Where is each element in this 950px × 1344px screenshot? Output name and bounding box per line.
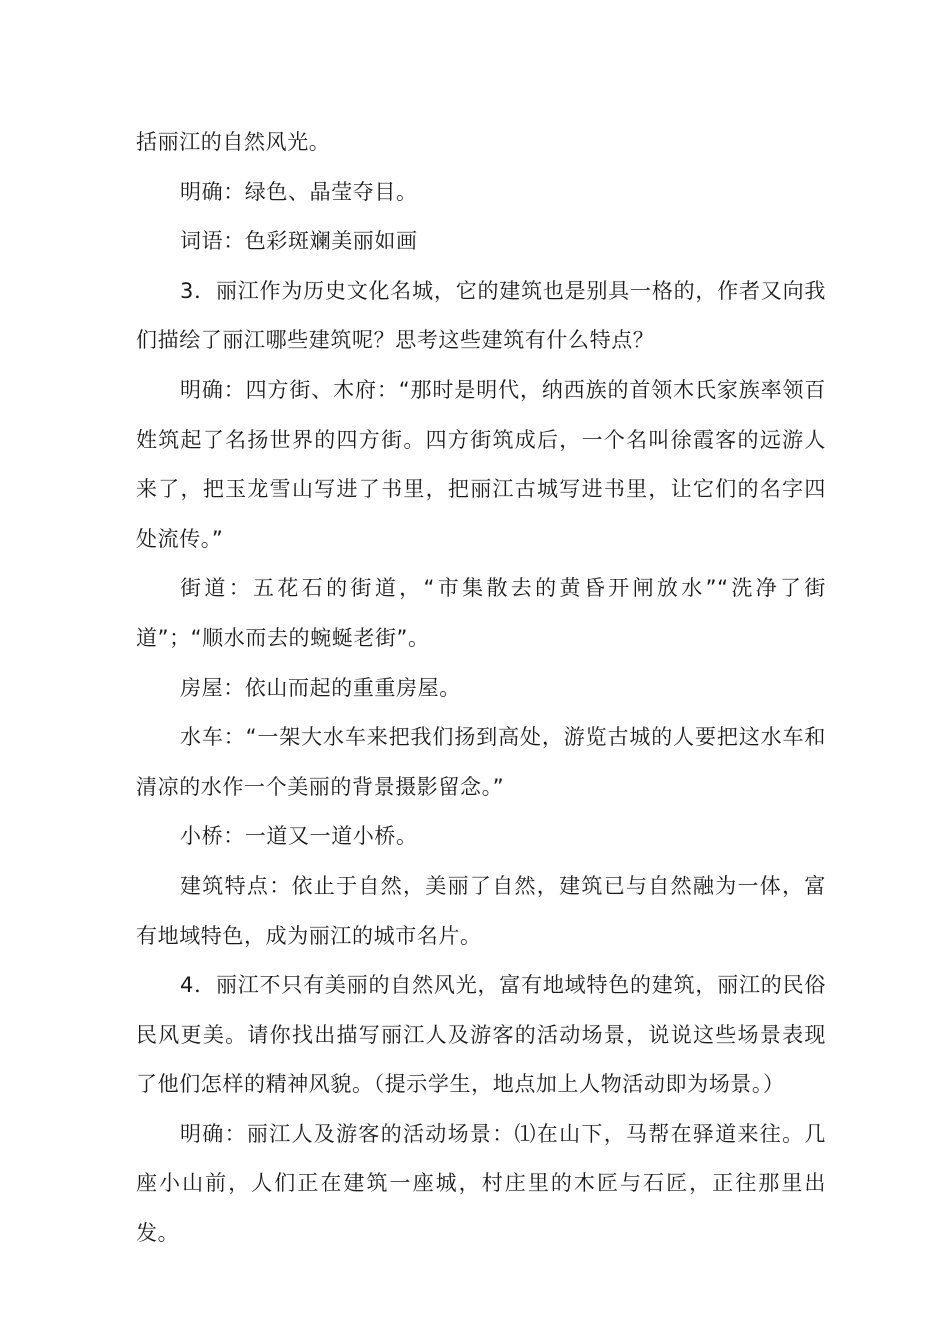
paragraph-answer-scenes: 明确：丽江人及游客的活动场景：⑴在山下，马帮在驿道来往。几座小山前，人们正在建筑一座城，村庄里的木匠与石匠，正往那里出发。 [136,1121,826,1246]
paragraph-answer-green: 明确：绿色、晶莹夺目。 [180,179,418,204]
paragraph-waterwheel: 水车：“一架大水车来把我们扬到高处，游览古城的人要把这水车和清凉的水作一个美丽的背景摄影留念。” [136,725,826,799]
paragraph-question-3: 3．丽江作为历史文化名城，它的建筑也是别具一格的，作者又向我们描绘了丽江哪些建筑呢？思考这些建筑有什么特点？ [136,278,826,353]
paragraph-question-4: 4．丽江不只有美丽的自然风光，富有地域特色的建筑，丽江的民俗民风更美。请你找出描写丽江人及游客的活动场景，说说这些场景表现了他们怎样的精神风貌。（提示学生，地点加上人物活动即为场景。） [136,973,826,1097]
paragraph-continuation: 括丽江的自然风光。 [136,130,331,154]
paragraph-vocabulary: 词语：色彩斑斓美丽如画 [180,229,418,254]
paragraph-streets: 街道：五花石的街道，“市集散去的黄昏开闸放水”“洗净了街道”；“顺水而去的蜿蜒老街”。 [136,576,826,650]
document-body [136,118,826,1259]
paragraph-bridges: 小桥：一道又一道小桥。 [180,824,418,849]
paragraph-houses: 房屋：依山而起的重重房屋。 [180,675,461,700]
paragraph-answer-sifang-street: 明确：四方街、木府：“那时是明代，纳西族的首领木氏家族率领百姓筑起了名扬世界的四方街。四方街筑成后，一个名叫徐霞客的远游人来了，把玉龙雪山写进了书里，把丽江古城写进书里，让它们的名字四处流传。” [136,377,826,551]
paragraph-architecture-features: 建筑特点：依止于自然，美丽了自然，建筑已与自然融为一体，富有地域特色，成为丽江的城市名片。 [136,873,826,948]
